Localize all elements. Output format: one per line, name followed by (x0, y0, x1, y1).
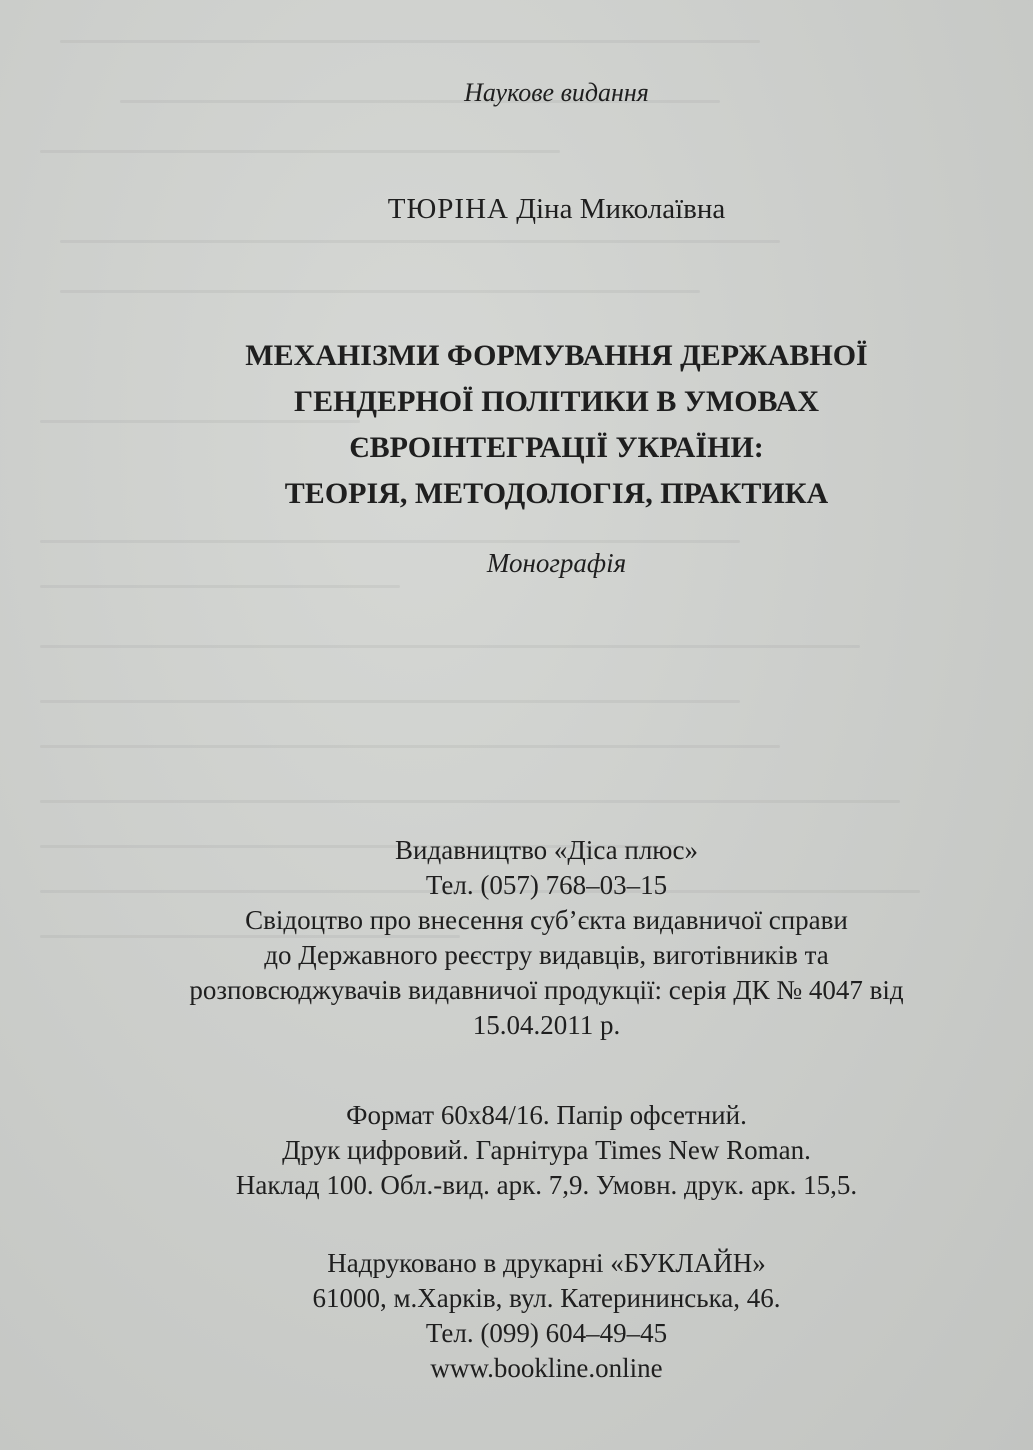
format-line: Формат 60х84/16. Папір офсетний. (346, 1100, 747, 1130)
title-line: МЕХАНІЗМИ ФОРМУВАННЯ ДЕРЖАВНОЇ (245, 339, 868, 372)
book-title (40, 333, 1033, 517)
publisher-line: Видавництво «Діса плюс» (395, 835, 698, 865)
genre-label: Монографія (486, 548, 627, 578)
printer-line: Тел. (099) 604–49–45 (425, 1318, 668, 1348)
title-line: ТЕОРІЯ, МЕТОДОЛОГІЯ, ПРАКТИКА (284, 477, 829, 510)
format-line: Друк цифровий. Гарнітура Times New Roman. (282, 1135, 811, 1165)
printer-line: Надруковано в друкарні «БУКЛАЙН» (327, 1248, 766, 1278)
title-line: ГЕНДЕРНОЇ ПОЛІТИКИ В УМОВАХ (293, 385, 819, 418)
printer-website: www.bookline.online (430, 1353, 663, 1383)
author-name (40, 193, 1033, 226)
series-label: Наукове видання (464, 78, 649, 107)
author-surname: ТЮРІНА (387, 193, 509, 225)
publisher-info (30, 833, 1033, 1043)
format-line: Наклад 100. Обл.-вид. арк. 7,9. Умовн. друк. арк. 15,5. (235, 1170, 858, 1200)
publisher-line: до Державного реєстру видавців, виготівників та (264, 940, 829, 970)
publisher-line: Свідоцтво про внесення суб’єкта видавничої справи (245, 905, 848, 935)
publisher-line: розповсюджувачів видавничої продукції: серія ДК № 4047 від (189, 975, 904, 1005)
printer-line: 61000, м.Харків, вул. Катерининська, 46. (312, 1283, 781, 1313)
format-info (30, 1098, 1033, 1203)
printer-info (30, 1246, 1033, 1386)
publisher-line: Тел. (057) 768–03–15 (425, 870, 668, 900)
title-line: ЄВРОІНТЕГРАЦІЇ УКРАЇНИ: (349, 431, 764, 464)
author-given-names: Діна Миколаївна (516, 193, 726, 225)
publisher-line: 15.04.2011 р. (472, 1010, 621, 1040)
